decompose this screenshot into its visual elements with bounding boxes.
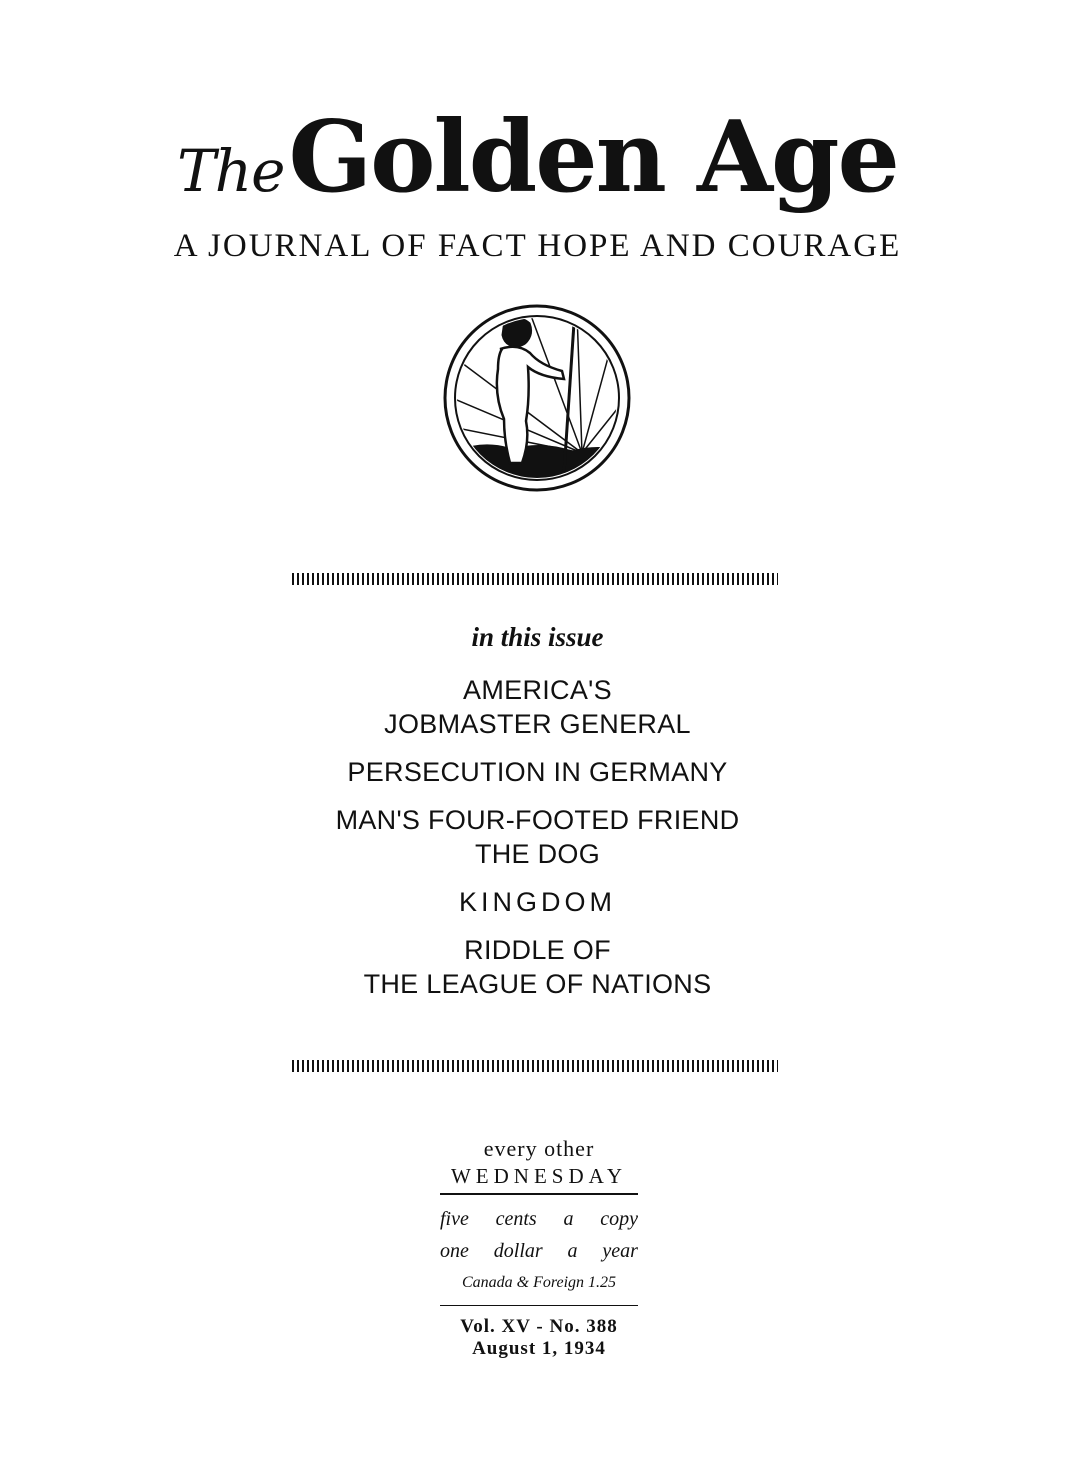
title-the: The (177, 137, 285, 205)
man-with-staff-sunrise-emblem-icon (442, 303, 632, 493)
story-league-of-nations (0, 933, 1075, 1001)
story-line: AMERICA'S (463, 675, 612, 705)
price-word: a (563, 1208, 574, 1230)
masthead-subtitle: A JOURNAL OF FACT HOPE AND COURAGE (173, 228, 902, 264)
story-line: MAN'S FOUR-FOOTED FRIEND (335, 805, 740, 835)
issue-label: in this issue (471, 622, 604, 652)
price-word: five (440, 1208, 469, 1230)
story-line: PERSECUTION IN GERMANY (347, 757, 728, 787)
price-word: one (440, 1240, 469, 1262)
price-word: a (567, 1240, 578, 1262)
decorative-rule-bottom (292, 1060, 778, 1072)
story-line: THE DOG (474, 839, 601, 869)
story-line: THE LEAGUE OF NATIONS (363, 969, 712, 999)
price-foreign: Canada & Foreign 1.25 (461, 1274, 617, 1291)
publication-info (440, 1136, 638, 1360)
price-word: cents (495, 1208, 537, 1230)
issue-contents (0, 622, 1075, 1015)
story-line: JOBMASTER GENERAL (384, 709, 691, 739)
price-word: dollar (493, 1240, 543, 1262)
decorative-rule-top (292, 573, 778, 585)
title-golden-age: Golden Age (288, 100, 898, 215)
price-list (440, 1195, 638, 1306)
price-word: year (602, 1240, 638, 1262)
story-jobmaster-general (0, 673, 1075, 741)
story-line: RIDDLE OF (464, 935, 611, 965)
story-four-footed-friend (0, 803, 1075, 871)
story-kingdom (0, 885, 1075, 919)
price-word: copy (600, 1208, 638, 1230)
story-persecution-germany (0, 755, 1075, 789)
issue-date: August 1, 1934 (472, 1338, 606, 1359)
masthead-title (0, 100, 1075, 215)
frequency-text: every other (483, 1136, 595, 1161)
volume-number: Vol. XV - No. 388 (460, 1316, 618, 1337)
story-line: KINGDOM (458, 887, 616, 917)
price-per-year (440, 1235, 638, 1267)
price-per-copy (440, 1203, 638, 1235)
frequency-day: WEDNESDAY (440, 1164, 638, 1195)
